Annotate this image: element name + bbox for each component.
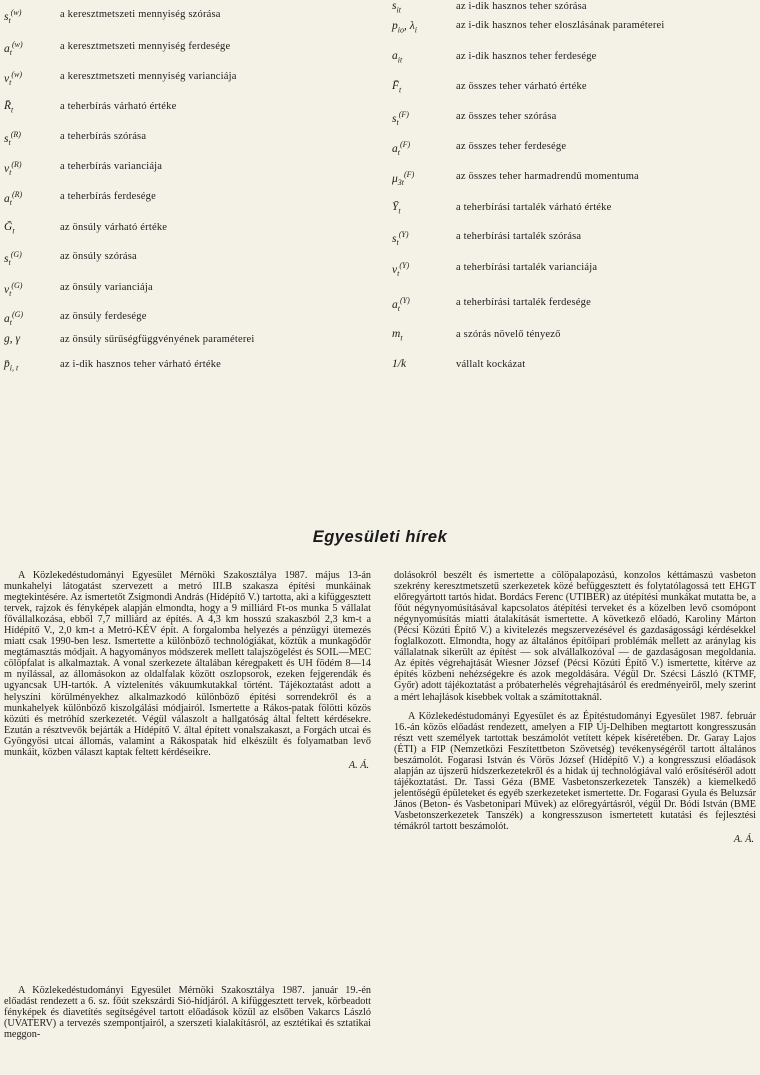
section-title: Egyesületi hírek: [312, 528, 448, 546]
symbol-description: az összes teher szórása: [456, 111, 557, 122]
symbol-description: a teherbírási tartalék szórása: [456, 231, 582, 242]
article-column-right: [394, 570, 756, 845]
symbol-notation: $a_{it}$: [392, 50, 403, 65]
symbol-description: a teherbírás varianciája: [60, 161, 163, 172]
symbol-description: a teherbírási tartalék varianciája: [456, 262, 598, 273]
symbol-notation: $v_t^{(R)}$: [4, 160, 22, 178]
symbol-notation: $s_t^{(G)}$: [4, 250, 22, 268]
symbol-notation: $F̄_t$: [392, 80, 402, 95]
symbol-description: a teherbírási tartalék várható értéke: [456, 202, 612, 213]
article-signature: A. Á.: [733, 834, 754, 846]
symbol-description: az i-dik hasznos teher eloszlásának paraméterei: [456, 20, 665, 31]
symbol-description: a teherbírás várható értéke: [60, 101, 177, 112]
symbol-description: az önsúly sűrűségfüggvényének paraméterei: [60, 334, 255, 345]
symbol-description: az önsúly szórása: [60, 251, 137, 262]
symbol-notation: $v_t^{(Y)}$: [392, 261, 410, 279]
symbol-description: a teherbírás szórása: [60, 131, 147, 142]
symbol-description: az önsúly ferdesége: [60, 311, 147, 322]
symbol-notation: $s_{it}$: [392, 0, 401, 15]
symbol-description: az önsúly varianciája: [60, 282, 153, 293]
symbol-notation: $s_t^{(F)}$: [392, 110, 409, 128]
symbol-notation: g, γ: [4, 333, 21, 345]
symbol-notation: $a_t^{(Y)}$: [392, 296, 410, 314]
symbol-description: az összes teher harmadrendű momentuma: [456, 171, 639, 182]
symbol-notation: $a_t^{(R)}$: [4, 190, 23, 208]
symbol-notation: $v_t^{(G)}$: [4, 281, 23, 299]
symbol-notation: $s_t^{(Y)}$: [392, 230, 409, 248]
symbol-description: az összes teher ferdesége: [456, 141, 567, 152]
symbol-notation: Ḡ$_t$: [4, 221, 15, 236]
symbol-notation: $a_t^{(F)}$: [392, 140, 411, 158]
article-paragraph-continued: dolásokról beszélt és ismertette a cölöpalapozású, konzolos kéttámaszú vasbeton szekrény keresztmetszetű szerkezetek közé befüggesztett és folytatólagossá tett EHGT előregyártott tartós hidat. Bordács Ferenc (UTIBER) az útépítési munkákat mutatta be, a főút négynyomúsításával kapcsolatos átépítési terveket és a közelben levő csomópont négynyomúsítás miatti átalakítását ismertette. A következő előadó, Karoliny Márton (Pécsi Közúti Építő V.) a kivitelezés megszervezésével és gazdaságossági kérdésekkel foglalkozott. Elmondta, hogy az általános építőipari problémák mellett az aránylag kis vállalatnak sikerült az építést — sok alvállalkozóval — de gazdaságosan megoldania. Az építés végrehajtását Wiesner József (Pécsi Közúti Építő V.) ismertette, kitérve az építés közbeni nehézségekre és azok megoldására. Végül Dr. Szécsi László (KTMF, Győr) adott tájékoztatást a próbaterhelés végrehajtásáról és eredményeiről, mely szerint a mért lehajlások kisebbek voltak a számítottaknál.: [394, 570, 756, 703]
article-paragraph: A Közlekedéstudományi Egyesület Mérnöki Szakosztálya 1987. május 13-án munkahelyi látogatást szervezett a metró III.B szakasza építési munkáinak megtekintésére. Az ismertetőt Zsigmondi András (Hídépítő V.) tartotta, aki a kifüggesztett tervek, rajzok és fényképek alapján elmondta, hogy a 9 milliárd Ft-os munka 5 vállalat fővállalkozása, ebből 7,7 milliárd az építés. A 4,3 km hosszú szakaszból 2,3 km-t a Hídépítő V., 2,0 km-t a Metró-KÉV épít. A forgalomba helyezés a pénzügyi ütemezés miatt csak 1990-ben lesz. Ismertette a különböző technológiákat, köztük a munkagödör megtámasztás módjait. A hagyományos módszerek mellett talajszögelést és SOIL—MEC cölöpfalat is alkalmaztak. A vonal szerkezete általában kéregpakett és UH födém 8—14 m nyílással, az állomásokon az oldalfalak között oszlopsorok, ezeken fejgerendák és ugyancsak UH-tartók. A víztelenítés vákuumkutakkal történt. Tájékoztatást adott a helyszíni körülményekhez alkalmazkodó különböző építési sorrendekről és a munkahelyek különböző kiszolgálási módjairól. Ismertette a Rákos-patak fölötti közös közúti és metróhíd szerkezetét. Végül válaszolt a hallgatóság által feltett kérdésekre. Ezután a résztvevők bejárták a Hídépítő V. által épített vonalszakaszt, a Forgách utcai és Gyöngyösi utcai állomás, valamint a Rákospatak híd elkészült és folyamatban levő munkáit, közben választ kaptak feltett kérdéseikre.: [4, 570, 371, 758]
symbol-description: az i-dik hasznos teher várható értéke: [60, 359, 222, 370]
symbol-description: az i-dik hasznos teher szórása: [456, 1, 587, 12]
symbol-notation: $Ȳ_t$: [392, 201, 401, 216]
symbol-notation: $R̄_t$: [4, 100, 14, 115]
symbol-notation: $\mu_{3t}^{(F)}$: [392, 170, 415, 188]
symbol-notation: $m_t$: [392, 328, 403, 343]
article-column-left: [4, 570, 371, 771]
symbol-notation: 1/k: [392, 358, 407, 370]
symbol-notation: $v_t^{(w)}$: [4, 70, 23, 88]
symbol-description: a teherbírás ferdesége: [60, 191, 156, 202]
symbol-notation: $s_t^{(w)}$: [4, 8, 22, 26]
symbol-description: a keresztmetszeti mennyiség varianciája: [60, 71, 237, 82]
article-paragraph: A Közlekedéstudományi Egyesület és az Építéstudományi Egyesület 1987. február 16.-án közös előadást rendezett, amelyen a FIP Új-Delhiben megtartott kongresszusán részt vett személyek tartottak beszámolót vetített képek kíséretében. Dr. Garay Lajos (ÉTI) a FIP (Nemzetközi Feszítettbeton Szövetség) tevékenységéről tartott általános beszámolót. Fogarasi István és Vörös József (Hídépítő V.) a kongresszusi előadások alapján az újszerű hídszerkezetekről és a hidak új technológiával való erősítéséről adott tájékoztatást. Dr. Tassi Géza (BME Vasbetonszerkezetek Tanszék) a kiemelkedő jelentőségű épületeket és egyéb szerkezeteket ismertette. Dr. Fogarasi Gyula és Beluzsár János (Beton- és Vasbetonipari Művek) az előregyártásról, végül Dr. Bódi István (BME Vasbetonszerkezetek Tanszék) a kongresszuson ismertetett kutatási és fejlesztési témákról tartott beszámolót.: [394, 710, 756, 833]
symbol-notation: $a_t^{(w)}$: [4, 40, 23, 58]
symbol-description: a keresztmetszeti mennyiség ferdesége: [60, 41, 231, 52]
symbol-description: a keresztmetszeti mennyiség szórása: [60, 9, 221, 20]
symbol-notation: $p_{io}$, $\lambda_i$: [392, 20, 417, 35]
symbol-description: vállalt kockázat: [456, 359, 526, 370]
symbol-description: az összes teher várható értéke: [456, 81, 587, 92]
article-column-left-second: [4, 985, 371, 1040]
symbol-notation: $a_t^{(G)}$: [4, 310, 24, 328]
symbol-description: a szórás növelő tényező: [456, 329, 561, 340]
article-paragraph: A Közlekedéstudományi Egyesület Mérnöki Szakosztálya 1987. január 19.-én előadást rendezett a 6. sz. főút szekszárdi Sió-hídjáról. A kifüggesztett tervek, körbeadott fényképek és diavetítés segítségével tartott előadások közül az elsőben Vakarcs László (UVATERV) a tervezés szempontjairól, a szerszeti kialakításról, az esztétikai és sztatikai meggon-: [4, 985, 371, 1041]
article-signature: A. Á.: [348, 759, 369, 771]
symbol-description: az i-dik hasznos teher ferdesége: [456, 51, 597, 62]
symbol-description: az önsúly várható értéke: [60, 222, 168, 233]
symbol-notation: $p̄_{i, t}$: [4, 358, 19, 373]
symbol-notation: $s_t^{(R)}$: [4, 130, 21, 148]
symbol-description: a teherbírási tartalék ferdesége: [456, 297, 591, 308]
